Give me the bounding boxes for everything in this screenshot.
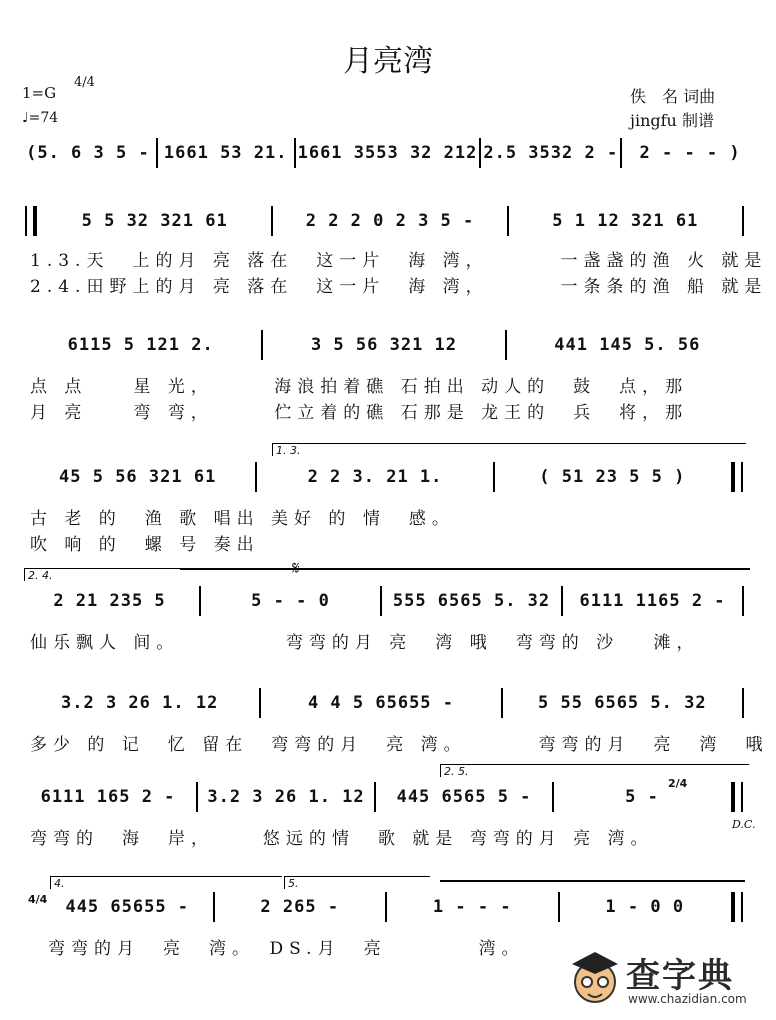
bar: 5 - [625, 787, 659, 807]
time-signature: 4/4 [74, 75, 95, 90]
bar: 4 4 5 65655 - [307, 693, 455, 713]
lyrics-verse-1: 古 老 的 渔 歌 唱出 美好 的 情 感。 [30, 509, 455, 529]
bar: 2 2 3. 21 1. [307, 467, 443, 487]
lyrics-chorus: 多少 的 记 忆 留在 弯弯的月 亮 湾。 弯弯的月 亮 湾 哦 [30, 735, 769, 755]
score-line-intro [0, 136, 776, 176]
volta-5: 5. [284, 876, 430, 889]
site-logo [566, 944, 766, 1014]
volta-4: 4. [50, 876, 282, 889]
bar: 6111 165 2 - [40, 787, 176, 807]
da-capo-mark: D.C. [732, 818, 756, 831]
volta-2-4: 2. 4. [24, 568, 188, 581]
bar: 45 5 56 321 61 [59, 467, 217, 487]
lyrics-chorus: 弯弯的 海 岸， 悠远的情 歌 就是 弯弯的月 亮 湾。 [30, 829, 654, 849]
bar: ( 51 23 5 5 ) [539, 467, 686, 487]
bar: 2 2 2 0 2 3 5 - [305, 211, 475, 231]
bar: 445 6565 5 - [396, 787, 532, 807]
mascot-icon [566, 944, 624, 1010]
time-signature-change: 2/4 [668, 777, 688, 790]
time-signature-change: 4/4 [28, 893, 48, 906]
bar: 1661 53 21. [163, 143, 288, 163]
score-line-6 [0, 777, 776, 820]
bar: 1 - 0 0 [605, 897, 685, 917]
volta-1-3: 1. 3. [272, 443, 746, 456]
bar: 6115 5 121 2. [67, 335, 214, 355]
lyrics-verse-2: 吹 响 的 螺 号 奏出 [30, 535, 260, 555]
bar: 2 265 - [260, 897, 340, 917]
arranger-credit: jingfu 制谱 [630, 111, 714, 130]
bar: 1661 3553 32 212 [297, 143, 478, 163]
bar: 3.2 3 26 1. 12 [61, 693, 219, 713]
score-line-4 [0, 584, 776, 624]
score-line-5 [0, 686, 776, 726]
bar: 3.2 3 26 1. 12 [207, 787, 365, 807]
score-line-1 [0, 204, 776, 244]
volta-2-5: 2. 5. [440, 764, 749, 777]
logo-name: 查字典 [626, 956, 734, 996]
bar: 5 - - 0 [251, 591, 330, 611]
bar: 1 - - - [432, 897, 512, 917]
score-line-7 [0, 890, 776, 930]
bar: 2.5 3532 2 - [483, 143, 619, 163]
score-line-2 [0, 328, 776, 368]
bar: 5 55 6565 5. 32 [538, 693, 707, 713]
lyrics-ending: 弯弯的月 亮 湾。 DS.月 亮 湾。 [48, 939, 525, 959]
lyrics-verse-1: 1.3.天 上的月 亮 落在 这一片 海 湾， 一盏盏的渔 火 就是 [30, 251, 768, 271]
lyrics-verse-2: 2.4.田野上的月 亮 落在 这一片 海 湾， 一条条的渔 船 就是 [30, 277, 768, 297]
bar: (5. 6 3 5 - [26, 143, 150, 163]
bar: 6111 1165 2 - [579, 591, 726, 611]
bar: 3 5 56 321 12 [310, 335, 458, 355]
logo-url[interactable]: www.chazidian.com [628, 992, 747, 1006]
score-line-3 [0, 460, 776, 500]
bar: 5 1 12 321 61 [552, 211, 699, 231]
bar: 2 21 235 5 [53, 591, 166, 611]
lyrics-verse-2: 月 亮 弯 弯， 伫立着的礁 石那是 龙王的 兵 将，那 [30, 403, 689, 423]
key-signature: 1=G [22, 84, 57, 102]
tempo-marking: ♩=74 [22, 110, 59, 126]
bar: 555 6565 5. 32 [392, 591, 551, 611]
bar: 2 - - - ) [639, 143, 741, 163]
composer-credit: 佚 名 词曲 [630, 87, 716, 106]
bar: 5 5 32 321 61 [81, 211, 228, 231]
bar: 445 65655 - [65, 897, 190, 917]
page-title: 月亮湾 [343, 44, 433, 79]
bar: 441 145 5. 56 [554, 335, 701, 355]
lyrics-verse-1: 点 点 星 光， 海浪拍着礁 石拍出 动人的 鼓 点，那 [30, 377, 689, 397]
lyrics-chorus: 仙乐飘人 间。 弯弯的月 亮 湾 哦 弯弯的 沙 滩， [30, 633, 700, 653]
